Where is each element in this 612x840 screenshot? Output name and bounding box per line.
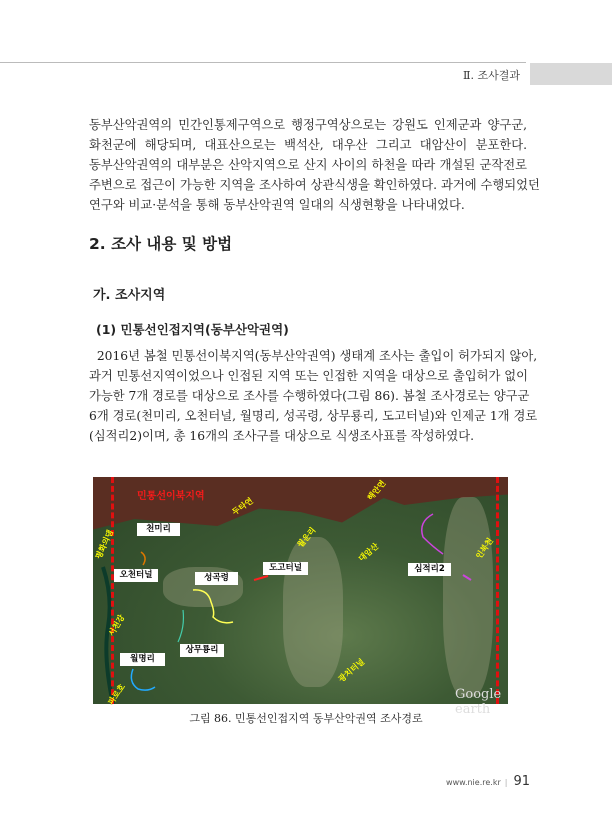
running-header: Ⅱ. 조사결과 xyxy=(463,69,520,82)
place-label: 해안면 xyxy=(365,478,388,503)
text-line: 동부산악권역의 대부분은 산악지역으로 산지 사이의 하천을 따라 개설된 군작전로 xyxy=(89,158,527,172)
subsubsection-heading: (1) 민통선인접지역(동부산악권역) xyxy=(96,322,289,337)
place-label: 서천강 xyxy=(106,613,127,638)
route-label: 오천터널 xyxy=(114,569,158,582)
boundary-line-east xyxy=(496,477,499,704)
section-heading: 2. 조사 내용 및 방법 xyxy=(89,235,233,253)
place-label: 인북천 xyxy=(474,536,495,561)
map-watermark: Google earth xyxy=(455,687,502,717)
header-tab-block xyxy=(530,63,612,85)
place-label: 평화의댐 xyxy=(93,528,116,561)
text-line: 동부산악권역의 민간인통제구역으로 행정구역상으로는 강원도 인제군과 양구군, xyxy=(89,118,527,132)
text-line: (심적리2)이며, 총 16개의 조사구를 대상으로 식생조사표를 작성하였다. xyxy=(89,429,475,443)
region-label: 민통선이북지역 xyxy=(137,491,205,502)
text-line: 연구와 비교·분석을 통해 동부산악권역 일대의 식생현황을 나타내었다. xyxy=(89,198,465,212)
route-label: 도고터널 xyxy=(263,562,308,575)
survey-route-map xyxy=(93,477,508,717)
place-label: 대암산 xyxy=(356,541,381,564)
footer-separator: | xyxy=(504,778,508,787)
body-paragraph xyxy=(89,346,538,446)
text-line: 화천군에 해당되며, 대표산으로는 백석산, 대우산 그리고 대암산이 분포한다. xyxy=(89,138,527,152)
text-line: 가능한 7개 경로를 대상으로 조사를 수행하였다(그림 86). 봄철 조사경로는 양구군 xyxy=(89,389,530,403)
route-label: 성곡령 xyxy=(195,572,238,585)
page-number: 91 xyxy=(513,774,530,789)
route-label: 상무룡리 xyxy=(180,644,224,657)
page-footer xyxy=(446,774,530,789)
route-lines xyxy=(93,477,508,704)
place-label: 월운리 xyxy=(295,525,318,550)
route-label: 심적리2 xyxy=(408,563,451,576)
route-label: 천미리 xyxy=(137,523,180,536)
subsection-heading: 가. 조사지역 xyxy=(93,288,166,303)
figure-caption: 그림 86. 민통선인접지역 동부산악권역 조사경로 xyxy=(189,712,423,725)
route-label: 월명리 xyxy=(120,653,165,666)
text-line: 6개 경로(천미리, 오천터널, 월명리, 성곡령, 상무룡리, 도고터널)와 인제군 1개 경로 xyxy=(89,409,538,423)
footer-url: www.nie.re.kr xyxy=(446,778,501,787)
boundary-line-west xyxy=(111,477,114,704)
text-line: 주변으로 접근이 가능한 지역을 조사하여 상관식생을 확인하였다. 과거에 수행되었던 xyxy=(89,178,540,192)
text-line: 2016년 봄철 민통선이북지역(동부산악권역) 생태계 조사는 출입이 허가되지 않아, xyxy=(89,349,538,363)
header-rule xyxy=(0,62,526,63)
intro-paragraph xyxy=(89,115,540,215)
text-line: 과거 민통선지역이었으나 인접된 지역 또는 인접한 지역을 대상으로 출입허가 없이 xyxy=(89,369,529,383)
place-label: 광치터널 xyxy=(336,657,367,684)
place-label: 두타연 xyxy=(230,496,255,517)
place-label: 파로호 xyxy=(106,682,127,707)
